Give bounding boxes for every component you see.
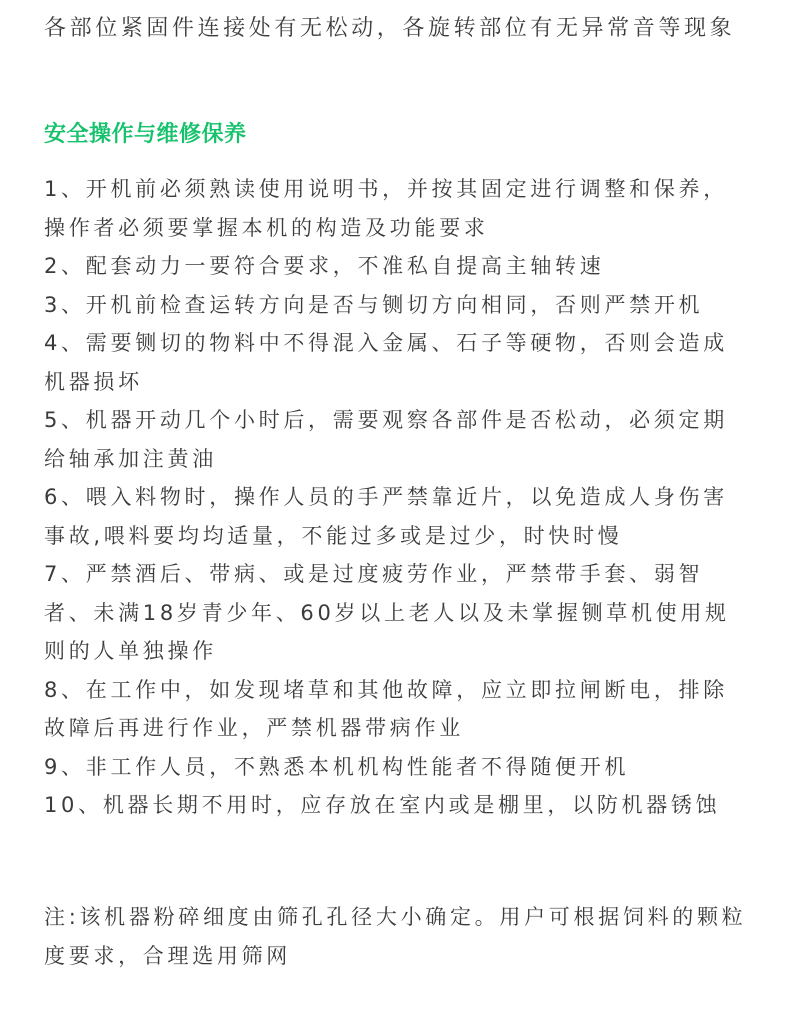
list-item: 4、需要铡切的物料中不得混入金属、石子等硬物，否则会造成机器损坏 [44,331,728,394]
list-item: 8、在工作中，如发现堵草和其他故障，应立即拉闸断电，排除故障后再进行作业，严禁机器带病作业 [44,677,728,740]
list-item: 1、开机前必须熟读使用说明书，并按其固定进行调整和保养，操作者必须要掌握本机的构造及功能要求 [44,177,728,240]
safety-instructions-list [44,170,752,825]
list-item: 10、机器长期不用时，应存放在室内或是棚里，以防机器锈蚀 [44,793,721,817]
list-item: 5、机器开动几个小时后，需要观察各部件是否松动，必须定期给轴承加注黄油 [44,408,728,471]
list-item: 2、配套动力一要符合要求，不准私自提高主轴转速 [44,254,605,278]
section-title: 安全操作与维修保养 [44,122,247,147]
intro-paragraph: 各部位紧固件连接处有无松动，各旋转部位有无异常音等现象 [44,16,736,41]
list-item: 6、喂入料物时，操作人员的手严禁靠近片，以免造成人身伤害事故,喂料要均均适量，不能过多或是过少，时快时慢 [44,485,728,548]
list-item: 7、严禁酒后、带病、或是过度疲劳作业，严禁带手套、弱智者、未满18岁青少年、60岁以上老人以及未掌握铡草机使用规则的人单独操作 [44,562,730,663]
list-item: 9、非工作人员，不熟悉本机机构性能者不得随便开机 [44,754,630,779]
note-paragraph: 注:该机器粉碎细度由筛孔孔径大小确定。用户可根据饲料的颗粒度要求，合理选用筛网 [44,905,747,968]
list-item: 3、开机前检查运转方向是否与铡切方向相同，否则严禁开机 [44,292,704,317]
